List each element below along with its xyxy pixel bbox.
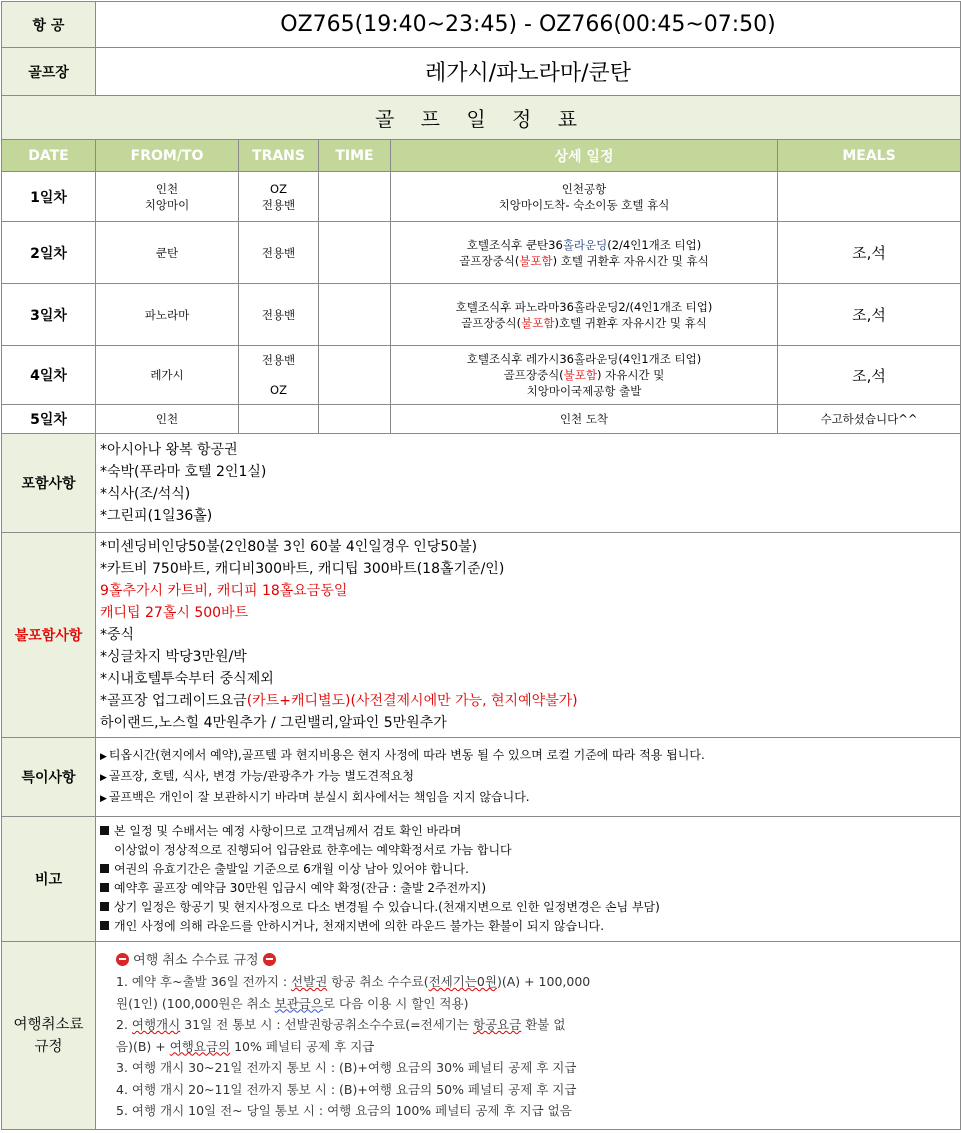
detail-text: 호텔조식후 쿤탄36 — [466, 237, 563, 252]
flight-value: OZ765(19:40~23:45) - OZ766(00:45~07:50) — [96, 2, 961, 48]
col-header-detail: 상세 일정 — [391, 140, 778, 172]
trans-cell — [239, 172, 319, 222]
cancellation-rule: 4. 여행 개시 20~11일 전까지 통보 시 : (B)+여행 요금의 50% 페널티 공제 후 지급 — [116, 1081, 577, 1097]
remark-text: 상기 일정은 항공기 및 현지사정으로 다소 변경될 수 있습니다.(천재지변으로 인한 일정변경은 손님 부담) — [114, 900, 660, 914]
golf-course-value: 레가시/파노라마/쿤탄 — [96, 48, 961, 96]
rule-text: 31일 전 통보 시 : 선발권항공취소수수료(=전세기는 — [180, 1017, 473, 1032]
trans-cell — [239, 405, 319, 434]
excluded-label: 불포함사항 — [2, 533, 96, 738]
from-to-cell: 쿤탄 — [96, 222, 239, 284]
time-cell — [319, 284, 391, 346]
detail-line: 호텔조식후 파노라마36홀라운딩2/(4인1개조 티업) — [455, 299, 713, 314]
detail-line: 치앙마이도착- 숙소이동 호텔 휴식 — [498, 197, 670, 212]
meals-cell: 조,석 — [778, 222, 961, 284]
detail-text: 골프장중식( — [459, 253, 520, 268]
detail-line — [391, 367, 777, 383]
excluded-item: *싱글차지 박당3만원/박 — [100, 649, 247, 665]
rule-text-marked: 여행요금의 — [169, 1038, 231, 1054]
cancellation-label-line: 여행취소료 — [13, 1016, 84, 1033]
day-label: 2일차 — [2, 222, 96, 284]
detail-line — [391, 315, 777, 331]
day-row — [2, 284, 961, 346]
cancellation-rule — [116, 971, 956, 993]
rule-text-marked: 선발권 — [291, 974, 328, 989]
excluded-item-highlight: 9홀추가시 카트비, 캐디피 18홀요금동일 — [100, 583, 348, 599]
square-bullet-icon — [100, 826, 109, 835]
square-bullet-icon — [100, 883, 109, 892]
rule-text: 원(1인) (100,000원은 취소 — [116, 995, 275, 1011]
triangle-bullet-icon: ▶ — [100, 751, 107, 762]
from-to-line: 인천 — [155, 181, 179, 196]
cancellation-rule-continued — [116, 993, 956, 1015]
time-cell — [319, 172, 391, 222]
day-label: 3일차 — [2, 284, 96, 346]
cancellation-rule — [116, 1014, 956, 1036]
cancellation-rule: 3. 여행 개시 30~21일 전까지 통보 시 : (B)+여행 요금의 30% 페널티 공제 후 지급 — [116, 1060, 577, 1075]
detail-cell — [391, 284, 778, 346]
rule-text: )(A) + 100,000 — [496, 974, 591, 989]
schedule-title: 골 프 일 정 표 — [2, 96, 961, 140]
special-notes-list — [96, 738, 961, 817]
from-to-cell — [96, 172, 239, 222]
included-item: *그린피(1일36홀) — [100, 508, 213, 524]
special-note-text: 골프백은 개인이 잘 보관하시기 바라며 분실시 회사에서는 책임을 지지 않습니다. — [108, 789, 530, 804]
detail-line — [391, 253, 777, 269]
detail-line — [391, 237, 777, 253]
remark-item — [100, 860, 956, 879]
detail-cell — [391, 222, 778, 284]
trans-spacer — [239, 368, 318, 382]
trans-cell: 전용밴 — [239, 284, 319, 346]
square-bullet-icon — [100, 902, 109, 911]
day-row — [2, 222, 961, 284]
detail-line: 인천공항 — [561, 181, 607, 196]
remark-text: 본 일정 및 수배서는 예정 사항이므로 고객님께서 검토 확인 바라며 — [114, 824, 462, 838]
remark-item-continued: 이상없이 정상적으로 진행되어 입금완료 한후에는 예약확정서로 가늠 합니다 — [114, 843, 512, 857]
included-item: *아시아나 왕복 항공권 — [100, 442, 238, 458]
rule-text-marked: 보관금으 — [274, 995, 323, 1011]
detail-text: 골프장중식( — [503, 368, 564, 382]
remark-item — [100, 917, 956, 936]
rule-text: 10% 페널티 공제 후 지급 — [230, 1038, 375, 1054]
excluded-item: 하이랜드,노스힐 4만원추가 / 그린밸리,알파인 5만원추가 — [100, 715, 447, 731]
rule-text: 환불 없 — [521, 1017, 566, 1032]
meals-cell: 조,석 — [778, 346, 961, 405]
cancellation-rule-continued — [116, 1036, 956, 1058]
included-item: *숙박(푸라마 호텔 2인1실) — [100, 464, 267, 480]
not-included-tag: 불포함 — [563, 368, 597, 382]
excluded-item — [100, 690, 956, 712]
from-to-cell: 인천 — [96, 405, 239, 434]
remarks-label: 비고 — [2, 817, 96, 942]
col-header-trans: TRANS — [239, 140, 319, 172]
no-entry-icon — [263, 953, 276, 966]
special-notes-label: 특이사항 — [2, 738, 96, 817]
detail-cell — [391, 346, 778, 405]
excluded-item: *시내호텔투숙부터 중식제외 — [100, 671, 274, 687]
rule-text: 음)(B) + — [116, 1038, 170, 1054]
remark-item — [100, 898, 956, 917]
day-label: 4일차 — [2, 346, 96, 405]
rule-text: 1. 예약 후~출발 36일 전까지 : — [116, 974, 292, 989]
excluded-item: *카트비 750바트, 캐디비300바트, 캐디팁 300바트(18홀기준/인) — [100, 561, 505, 577]
detail-cell — [391, 172, 778, 222]
day-row — [2, 346, 961, 405]
excluded-list — [96, 533, 961, 738]
square-bullet-icon — [100, 921, 109, 930]
trans-line: 전용밴 — [261, 197, 296, 212]
cancellation-label-line: 규정 — [34, 1038, 63, 1055]
excluded-item-highlight: 캐디팁 27홀시 500바트 — [100, 605, 249, 621]
col-header-meals: MEALS — [778, 140, 961, 172]
excluded-text: *골프장 업그레이드요금 — [100, 693, 247, 709]
time-cell — [319, 346, 391, 405]
not-included-tag: 불포함 — [521, 315, 555, 330]
day-label: 5일차 — [2, 405, 96, 434]
trans-line: 전용밴 — [261, 353, 296, 367]
col-header-from-to: FROM/TO — [96, 140, 239, 172]
excluded-highlight: (카트+캐디별도)(사전결제시에만 가능, 현지예약불가) — [246, 693, 578, 709]
remark-text: 예약후 골프장 예약금 30만원 입금시 예약 확정(잔금 : 출발 2주전까지) — [114, 881, 487, 895]
remark-text: 여권의 유효기간은 출발일 기준으로 6개월 이상 남아 있어야 합니다. — [114, 862, 469, 876]
cancellation-rule: 5. 여행 개시 10일 전~ 당일 통보 시 : 여행 요금의 100% 페널티 공제 후 지급 없음 — [116, 1103, 572, 1118]
meals-cell: 수고하셨습니다^^ — [778, 405, 961, 434]
col-header-date: DATE — [2, 140, 96, 172]
detail-highlight: 홀라운딩 — [562, 237, 608, 252]
rule-text: 로 다음 이용 시 할인 적용) — [322, 995, 469, 1011]
special-note-text: 골프장, 호텔, 식사, 변경 가능/관광추가 가능 별도견적요청 — [108, 768, 414, 783]
meals-cell — [778, 172, 961, 222]
included-list — [96, 434, 961, 533]
from-to-line: 치앙마이 — [144, 197, 190, 212]
remark-text: 개인 사정에 의해 라운드를 안하시거나, 천재지변에 의한 라운드 불가는 환불이 되지 않습니다. — [114, 919, 605, 933]
no-entry-icon — [116, 953, 129, 966]
rule-text-marked: 항공요금 — [472, 1017, 522, 1032]
rule-text-marked: 전세기는0원 — [428, 974, 497, 989]
square-bullet-icon — [100, 864, 109, 873]
detail-text: ) 자유시간 및 — [597, 368, 665, 382]
excluded-item: *미센딩비인당50불(2인80불 3인 60불 4인일경우 인당50불) — [100, 539, 478, 555]
detail-cell: 인천 도착 — [391, 405, 778, 434]
detail-text: (2/4인1개조 티업) — [607, 237, 702, 252]
rule-text: 항공 취소 수수료( — [327, 974, 429, 989]
triangle-bullet-icon: ▶ — [100, 772, 107, 783]
special-note — [100, 746, 956, 767]
detail-text: 골프장중식( — [461, 315, 522, 330]
day-row — [2, 405, 961, 434]
time-cell — [319, 405, 391, 434]
flight-label: 항 공 — [2, 2, 96, 48]
not-included-tag: 불포함 — [519, 253, 553, 268]
time-cell — [319, 222, 391, 284]
remark-item — [100, 822, 956, 841]
golf-itinerary-sheet — [1, 1, 961, 1130]
from-to-cell: 파노라마 — [96, 284, 239, 346]
trans-line: OZ — [270, 181, 287, 196]
cancellation-title-text: 여행 취소 수수료 규정 — [133, 952, 259, 968]
trans-cell — [239, 346, 319, 405]
trans-line: OZ — [270, 383, 287, 397]
triangle-bullet-icon: ▶ — [100, 793, 107, 804]
day-label: 1일차 — [2, 172, 96, 222]
remark-item — [100, 879, 956, 898]
included-item: *식사(조/석식) — [100, 486, 191, 502]
special-note-text: 티옵시간(현지에서 예약),골프텔 과 현지비용은 현지 사정에 따라 변동 될 수 있으며 로컬 기준에 따라 적용 됩니다. — [108, 747, 705, 762]
cancellation-label — [2, 942, 96, 1130]
detail-line: 치앙마이국제공항 출발 — [526, 384, 642, 398]
special-note — [100, 788, 956, 809]
golf-course-label: 골프장 — [2, 48, 96, 96]
detail-text: )호텔 귀환후 자유시간 및 휴식 — [554, 315, 707, 330]
rule-text: 2. — [116, 1017, 132, 1032]
detail-line: 호텔조식후 레가시36홀라운딩(4인1개조 티업) — [466, 352, 702, 366]
cancellation-policy — [96, 942, 961, 1130]
meals-cell: 조,석 — [778, 284, 961, 346]
day-row — [2, 172, 961, 222]
special-note — [100, 767, 956, 788]
excluded-item: *중식 — [100, 627, 135, 643]
included-label: 포함사항 — [2, 434, 96, 533]
col-header-time: TIME — [319, 140, 391, 172]
trans-cell: 전용밴 — [239, 222, 319, 284]
detail-text: ) 호텔 귀환후 자유시간 및 휴식 — [552, 253, 709, 268]
cancellation-title — [116, 950, 956, 972]
remarks-list — [96, 817, 961, 942]
from-to-cell: 레가시 — [96, 346, 239, 405]
rule-text-marked: 여행개시 — [131, 1017, 181, 1032]
